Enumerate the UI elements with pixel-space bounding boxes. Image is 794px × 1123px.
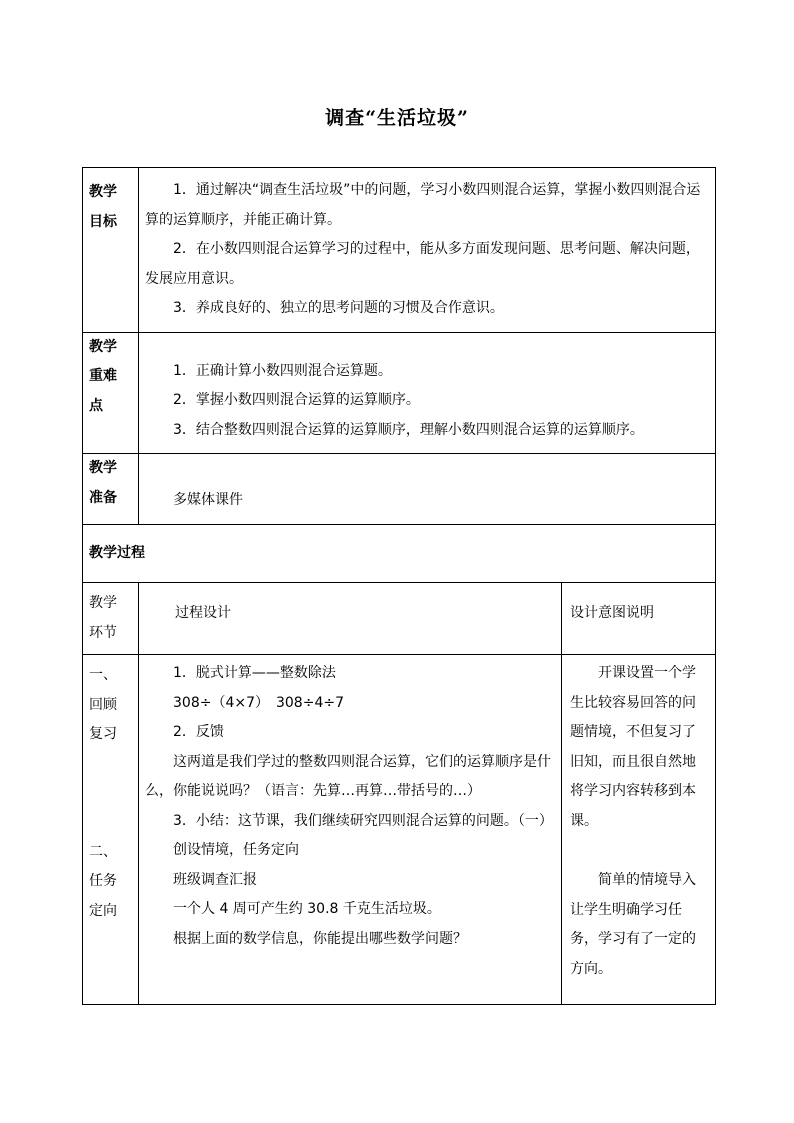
- preparation-text: 多媒体课件: [173, 492, 243, 508]
- design-line: 创设情境，任务定向: [173, 842, 299, 858]
- design-column-header: 过程设计: [139, 583, 562, 655]
- key-point-item: 3．结合整数四则混合运算的运算顺序，理解小数四则混合运算的运算顺序。: [173, 421, 644, 438]
- key-points-label-line-2: 重难: [89, 368, 117, 384]
- stage-item: 回顾: [89, 696, 117, 713]
- stage-header-line-1: 教学: [89, 595, 117, 611]
- process-header-row: [83, 583, 716, 655]
- objectives-row: [83, 168, 716, 333]
- design-column: [139, 655, 562, 1005]
- preparation-row: [83, 454, 716, 525]
- design-line: 2．反馈: [173, 724, 224, 740]
- design-line: 一个人 4 周可产生约 30.8 千克生活垃圾。: [173, 901, 441, 917]
- document-title: 调查“生活垃圾”: [325, 107, 469, 129]
- stage-header-line-2: 环节: [89, 624, 117, 641]
- preparation-label: [83, 454, 139, 525]
- design-line: 3．小结：这节课，我们继续研究四则混合运算的问题。（一）: [173, 812, 553, 829]
- key-points-content: [139, 332, 716, 454]
- intent-note: 简单的情境导入让学生明确学习任务，学习有了一定的方向。: [570, 872, 696, 977]
- stage-item: 一、: [89, 667, 117, 683]
- objective-item: 3．养成良好的、独立的思考问题的习惯及合作意识。: [173, 300, 504, 316]
- design-line: 308÷（4×7） 308÷4÷7: [173, 694, 344, 711]
- stage-item: 二、: [89, 843, 117, 860]
- process-heading-row: [83, 524, 716, 583]
- stage-item: 任务: [89, 873, 117, 889]
- design-line: 这两道是我们学过的整数四则混合运算，它们的运算顺序是什么，你能说说吗？（语言：先算…再算…带括号的…）: [145, 753, 551, 799]
- intent-note: 开课设置一个学生比较容易回答的问题情境，不但复习了旧知，而且很自然地将学习内容转移到本课。: [570, 665, 696, 829]
- process-body-row: [83, 655, 716, 1005]
- objectives-label-line-2: 目标: [89, 213, 117, 230]
- process-heading: 教学过程: [83, 524, 716, 583]
- key-points-row: [83, 332, 716, 454]
- objective-item: 1．通过解决“调查生活垃圾”中的问题，学习小数四则混合运算，掌握小数四则混合运算的运算顺序，并能正确计算。: [145, 182, 701, 228]
- stage-item: 复习: [89, 726, 117, 742]
- key-points-label: [83, 332, 139, 454]
- lesson-plan-table: [82, 167, 716, 1005]
- stage-spacer: [89, 750, 138, 838]
- objective-item: 2．在小数四则混合运算学习的过程中，能从多方面发现问题、思考问题、解决问题，发展应用意识。: [145, 241, 700, 287]
- key-points-label-line-1: 教学: [89, 338, 117, 355]
- preparation-content: [139, 454, 716, 525]
- design-line: 班级调查汇报: [173, 871, 257, 888]
- objectives-label-line-1: 教学: [89, 184, 117, 200]
- key-point-item: 2．掌握小数四则混合运算的运算顺序。: [173, 392, 420, 408]
- objectives-content: [139, 168, 716, 333]
- stage-column: [83, 655, 139, 1005]
- stage-item: 定向: [89, 902, 117, 919]
- preparation-label-line-2: 准备: [89, 489, 117, 506]
- intent-column: [562, 655, 716, 1005]
- design-line: 根据上面的数学信息，你能提出哪些数学问题？: [173, 930, 467, 947]
- objectives-label: [83, 168, 139, 333]
- stage-column-header: [83, 583, 139, 655]
- key-point-item: 1．正确计算小数四则混合运算题。: [173, 362, 392, 379]
- preparation-label-line-1: 教学: [89, 460, 117, 476]
- intent-column-header: 设计意图说明: [562, 583, 716, 655]
- design-line: 1．脱式计算——整数除法: [173, 665, 336, 681]
- intent-spacer: [570, 836, 709, 866]
- key-points-label-line-3: 点: [89, 397, 103, 414]
